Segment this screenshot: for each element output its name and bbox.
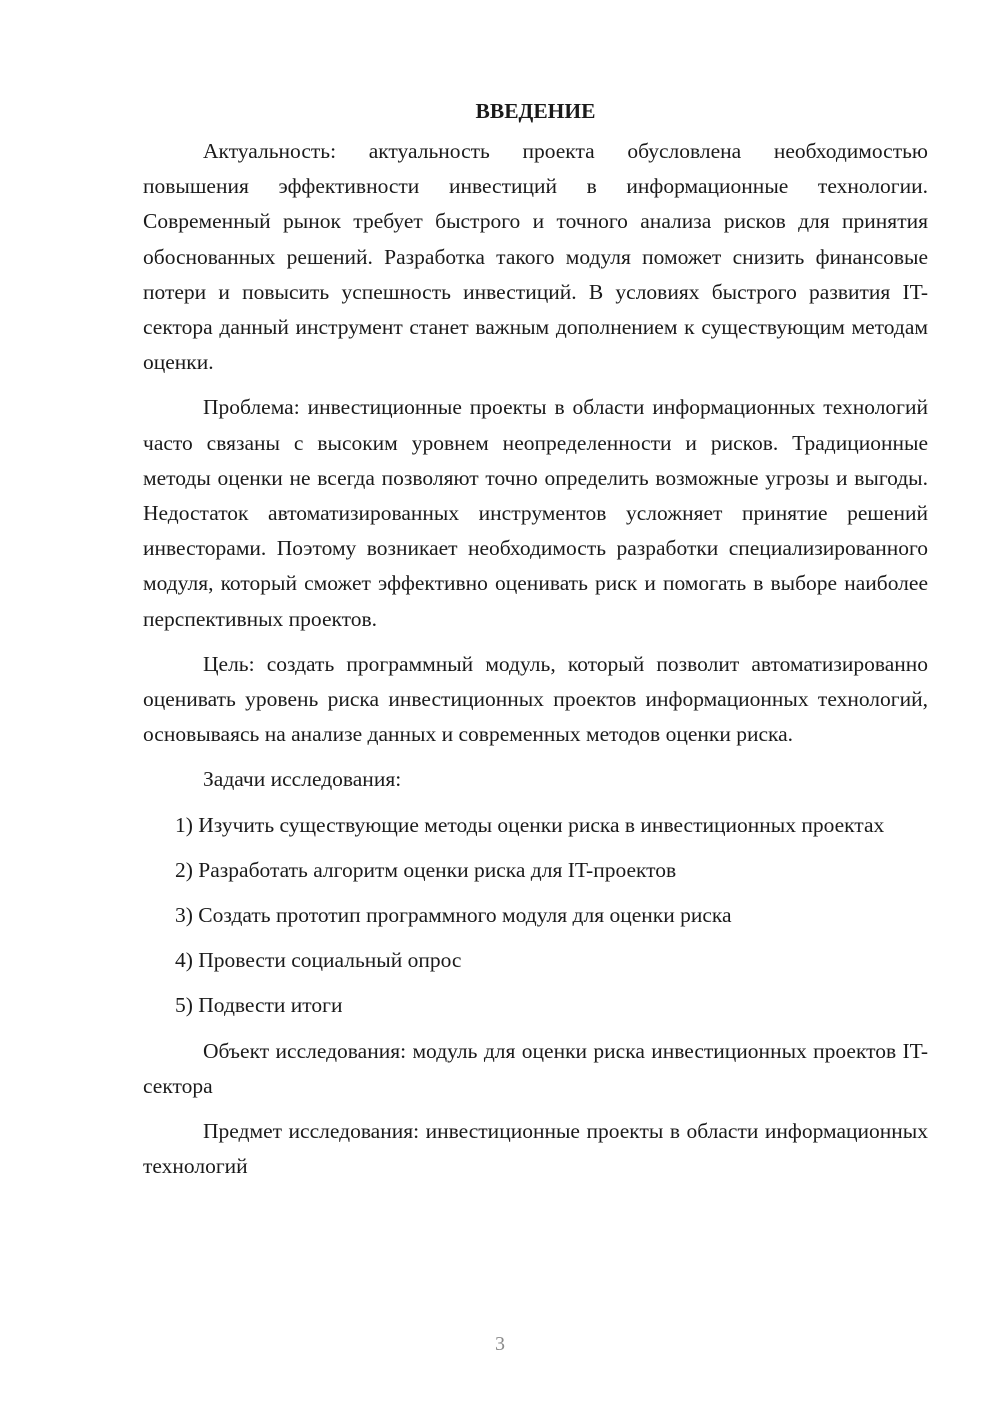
task-item-1: 1) Изучить существующие методы оценки риска в инвестиционных проектах: [175, 812, 885, 837]
task-item-5: 5) Подвести итоги: [175, 993, 343, 1018]
object-paragraph: Объект исследования: модуль для оценки риска инвестиционных проектов IT-сектора: [143, 1038, 928, 1098]
task-item-3: 3) Создать прототип программного модуля для оценки риска: [175, 903, 732, 928]
problem-paragraph: Проблема: инвестиционные проекты в области информационных технологий часто связаны с высоким уровнем неопределенности и рисков. Традиционные методы оценки не всегда позволяют точно определить возможные угрозы и выгоды. Недостаток автоматизированных инструментов усложняет принятие решений инвесторами. Поэтому возникает необходимость разработки специализированного модуля, который сможет эффективно оценивать риск и помогать в выборе наиболее перспективных проектов.: [143, 395, 928, 631]
task-item-2: 2) Разработать алгоритм оценки риска для IT-проектов: [175, 857, 677, 882]
subject-paragraph: Предмет исследования: инвестиционные проекты в области информационных технологий: [143, 1119, 928, 1179]
document-page: [143, 92, 928, 1194]
relevance-paragraph: Актуальность: актуальность проекта обусловлена необходимостью повышения эффективности инвестиций в информационные технологии. Современный рынок требует быстрого и точного анализа рисков для принятия обоснованных решений. Разработка такого модуля поможет снизить финансовые потери и повысить успешность инвестиций. В условиях быстрого развития IT-сектора данный инструмент станет важным дополнением к существующим методам оценки.: [143, 139, 928, 375]
page-number: 3: [495, 1333, 505, 1355]
task-item-4: 4) Провести социальный опрос: [175, 948, 462, 973]
section-title: ВВЕДЕНИЕ: [475, 99, 596, 123]
tasks-heading: Задачи исследования:: [203, 767, 402, 792]
goal-paragraph: Цель: создать программный модуль, который позволит автоматизированно оценивать уровень риска инвестиционных проектов информационных технологий, основываясь на анализе данных и современных методов оценки риска.: [143, 651, 928, 747]
